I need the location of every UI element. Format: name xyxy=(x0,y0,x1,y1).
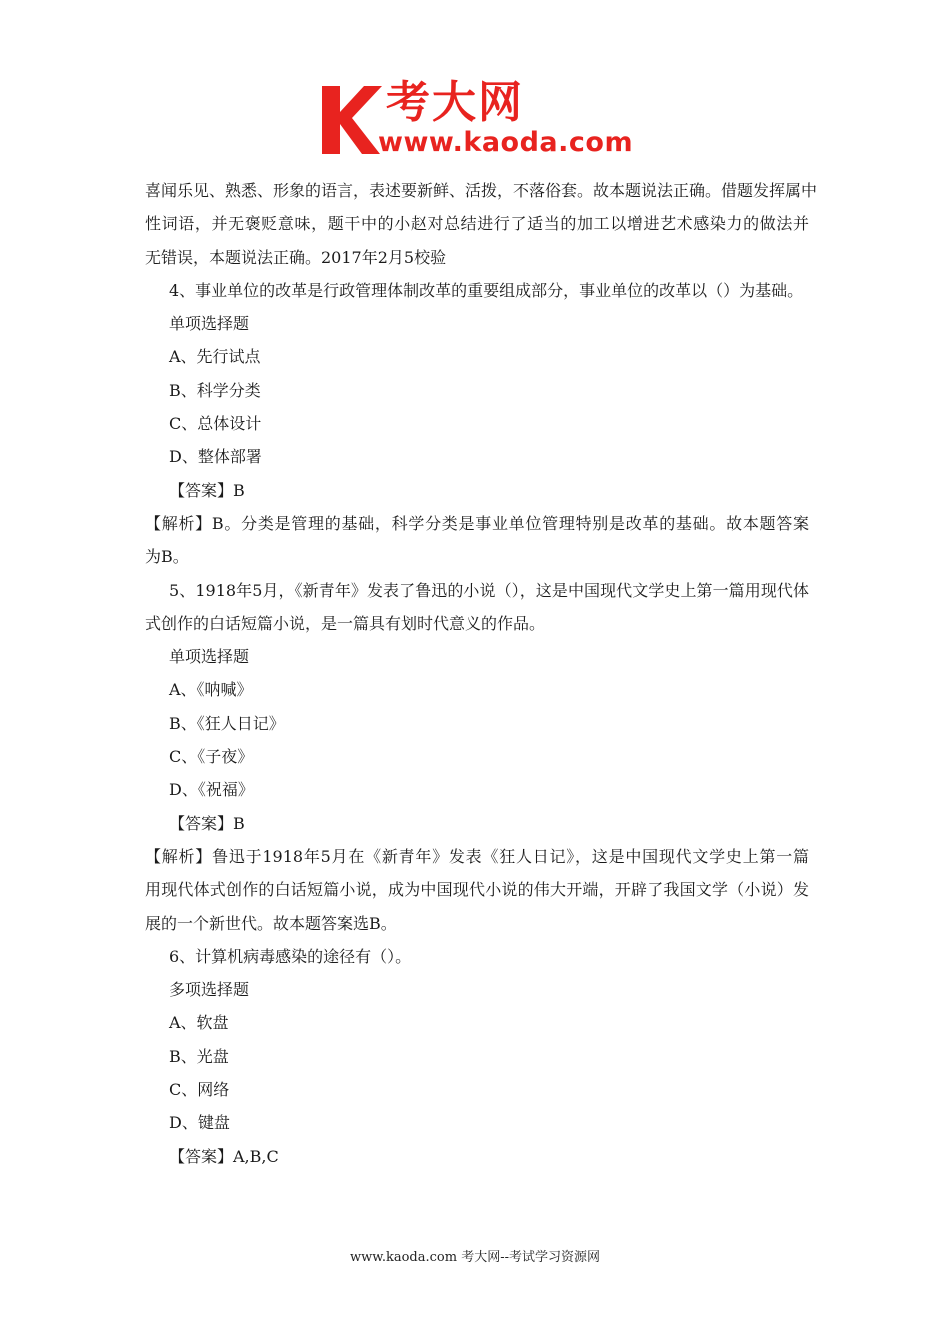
page-footer: www.kaoda.com 考大网--考试学习资源网 xyxy=(350,1250,600,1265)
analysis-line: 展的一个新世代。故本题答案选B。 xyxy=(145,913,397,933)
analysis-line: 用现代体式创作的白话短篇小说，成为中国现代小说的伟大开端，开辟了我国文学（小说）发 xyxy=(145,880,809,900)
question-4: 4、事业单位的改革是行政管理体制改革的重要组成部分，事业单位的改革以（）为基础。 xyxy=(169,280,804,300)
option-c: C、网络 xyxy=(169,1080,230,1100)
k-logo-icon xyxy=(318,82,384,158)
answer: 【答案】B xyxy=(169,480,245,500)
answer: 【答案】A,B,C xyxy=(169,1146,279,1166)
logo-url: www.kaoda.com xyxy=(378,127,634,158)
question-6: 6、计算机病毒感染的途径有（）。 xyxy=(169,946,412,966)
option-c: C、《子夜》 xyxy=(169,747,254,767)
kaoda-logo xyxy=(318,78,640,162)
analysis-line: 【解析】B。分类是管理的基础，科学分类是事业单位管理特别是改革的基础。故本题答案 xyxy=(145,513,809,533)
question-5-cont: 式创作的白话短篇小说，是一篇具有划时代意义的作品。 xyxy=(145,613,546,633)
option-b: B、《狂人日记》 xyxy=(169,713,285,733)
question-type: 单项选择题 xyxy=(169,647,250,667)
document-body xyxy=(145,174,818,1173)
option-d: D、《祝福》 xyxy=(169,780,254,800)
option-a: A、先行试点 xyxy=(169,347,261,367)
option-a: A、《呐喊》 xyxy=(169,680,253,700)
logo-title: 考大网 xyxy=(386,77,524,128)
option-a: A、软盘 xyxy=(169,1013,229,1033)
analysis-line: 为B。 xyxy=(145,547,189,567)
option-d: D、整体部署 xyxy=(169,447,262,467)
paragraph-line: 性词语，并无褒贬意味，题干中的小赵对总结进行了适当的加工以增进艺术感染力的做法并 xyxy=(145,214,809,234)
option-c: C、总体设计 xyxy=(169,414,262,434)
option-b: B、科学分类 xyxy=(169,380,261,400)
question-type: 多项选择题 xyxy=(169,980,250,1000)
paragraph-line: 喜闻乐见、熟悉、形象的语言，表述要新鲜、活拨，不落俗套。故本题说法正确。借题发挥属中 xyxy=(145,181,818,200)
option-b: B、光盘 xyxy=(169,1046,229,1066)
option-d: D、键盘 xyxy=(169,1113,230,1133)
question-type: 单项选择题 xyxy=(169,314,250,334)
analysis-line: 【解析】鲁迅于1918年5月在《新青年》发表《狂人日记》，这是中国现代文学史上第一篇 xyxy=(145,846,809,866)
answer: 【答案】B xyxy=(169,813,245,833)
question-5: 5、1918年5月，《新青年》发表了鲁迅的小说（），这是中国现代文学史上第一篇用现代体 xyxy=(169,580,809,600)
paragraph-line: 无错误，本题说法正确。2017年2月5校验 xyxy=(145,247,447,267)
